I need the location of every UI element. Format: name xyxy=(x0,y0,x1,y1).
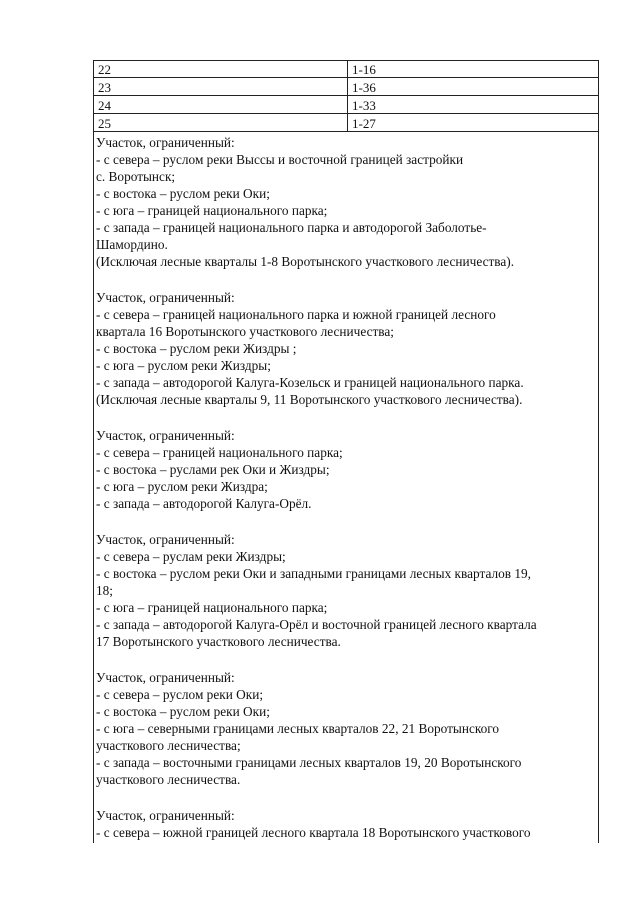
text-line: - с юга – границей национального парка; xyxy=(96,600,328,615)
row-number: 25 xyxy=(98,116,111,131)
text-line: - с востока – руслами рек Оки и Жиздры; xyxy=(96,462,330,477)
text-line: - с востока – руслом реки Оки; xyxy=(96,704,270,719)
row-quarters: 1-36 xyxy=(352,80,376,95)
table-left-border xyxy=(93,60,94,843)
text-line: - с востока – руслом реки Оки и западными границами лесных кварталов 19, xyxy=(96,566,531,581)
text-line: (Исключая лесные кварталы 1-8 Воротынского участкового лесничества). xyxy=(96,254,515,269)
text-line: - с востока – руслом реки Жиздры ; xyxy=(96,341,297,356)
table-right-border xyxy=(598,60,599,843)
row-number: 23 xyxy=(98,80,111,95)
text-line: 17 Воротынского участкового лесничества. xyxy=(96,634,341,649)
text-line: 18; xyxy=(96,583,113,598)
text-line: - с юга – границей национального парка; xyxy=(96,203,328,218)
text-line: - с юга – руслом реки Жиздры; xyxy=(96,358,271,373)
text-line: - с севера – руслом реки Выссы и восточной границей застройки xyxy=(96,152,464,167)
text-line: - с севера – границей национального парка; xyxy=(96,445,343,460)
text-line: участкового лесничества; xyxy=(96,738,241,753)
text-line: Шамордино. xyxy=(96,237,168,252)
text-line: участкового лесничества. xyxy=(96,772,241,787)
plot-descriptions xyxy=(96,0,598,905)
text-line: - с севера – южной границей лесного квартала 18 Воротынского участкового xyxy=(96,825,531,840)
text-line: Участок, ограниченный: xyxy=(96,670,235,685)
text-line: - с юга – руслом реки Жиздра; xyxy=(96,479,268,494)
text-line: - с юга – северными границами лесных кварталов 22, 21 Воротынского xyxy=(96,721,500,736)
row-quarters: 1-33 xyxy=(352,98,376,113)
text-line: Участок, ограниченный: xyxy=(96,808,235,823)
text-line: - с запада – автодорогой Калуга-Орёл. xyxy=(96,496,312,511)
text-line: - с севера – границей национального парка и южной границей лесного xyxy=(96,307,496,322)
text-line: квартала 16 Воротынского участкового лесничества; xyxy=(96,324,394,339)
text-line: - с запада – восточными границами лесных кварталов 19, 20 Воротынского xyxy=(96,755,522,770)
text-line: Участок, ограниченный: xyxy=(96,290,235,305)
text-line: Участок, ограниченный: xyxy=(96,428,235,443)
row-number: 24 xyxy=(98,98,111,113)
text-line: - с запада – границей национального парка и автодорогой Заболотье- xyxy=(96,220,487,235)
text-line: - с востока – руслом реки Оки; xyxy=(96,186,270,201)
text-line: с. Воротынск; xyxy=(96,169,176,184)
text-line: - с севера – руслам реки Жиздры; xyxy=(96,549,286,564)
text-line: (Исключая лесные кварталы 9, 11 Воротынского участкового лесничества). xyxy=(96,392,523,407)
text-line: Участок, ограниченный: xyxy=(96,532,235,547)
row-quarters: 1-27 xyxy=(352,116,376,131)
text-line: - с запада – автодорогой Калуга-Орёл и восточной границей лесного квартала xyxy=(96,617,537,632)
row-number: 22 xyxy=(98,62,111,77)
text-line: Участок, ограниченный: xyxy=(96,135,235,150)
text-line: - с запада – автодорогой Калуга-Козельск и границей национального парка. xyxy=(96,375,524,390)
row-quarters: 1-16 xyxy=(352,62,376,77)
text-line: - с севера – руслом реки Оки; xyxy=(96,687,264,702)
